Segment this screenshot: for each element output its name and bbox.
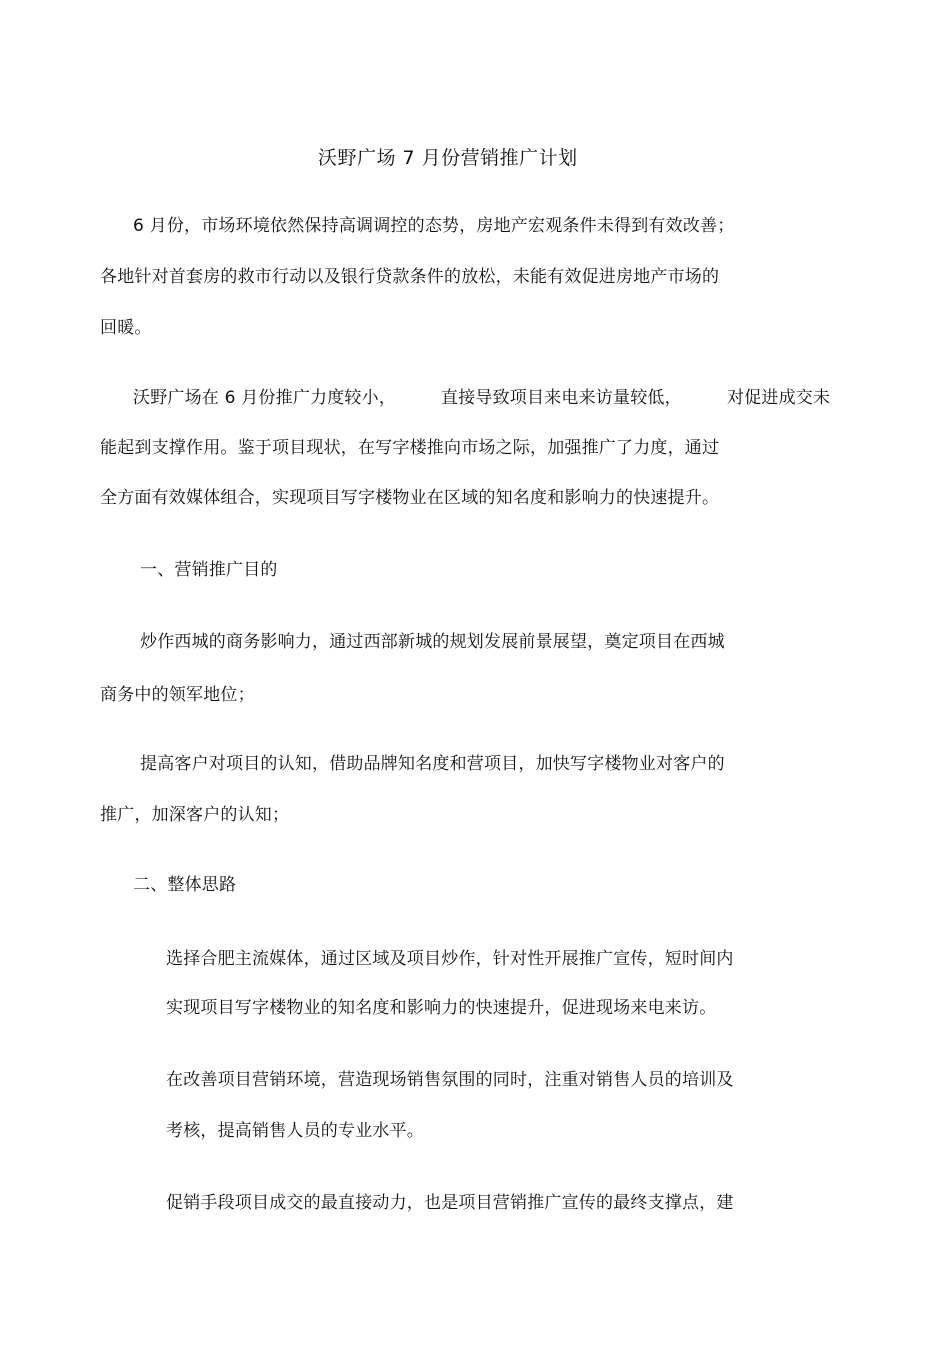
section-2-item-1-line-1: 选择合肥主流媒体，通过区域及项目炒作，针对性开展推广宣传，短时间内 [166, 949, 734, 969]
section-1-heading: 一、营销推广目的 [140, 560, 278, 580]
section-1-item-1-line-1: 炒作西城的商务影响力，通过西部新城的规划发展前景展望，奠定项目在西城 [140, 632, 725, 652]
section-2-item-2-line-2: 考核，提高销售人员的专业水平。 [166, 1121, 424, 1141]
paragraph-1-line-1: 6 月份，市场环境依然保持高调调控的态势，房地产宏观条件未得到有效改善； [133, 216, 735, 236]
paragraph-2-line-1c: 对促进成交未 [727, 388, 831, 408]
section-2-item-2-line-1: 在改善项目营销环境，营造现场销售氛围的同时，注重对销售人员的培训及 [166, 1070, 734, 1090]
section-2-item-1-line-2: 实现项目写字楼物业的知名度和影响力的快速提升，促进现场来电来访。 [166, 998, 717, 1018]
section-2-heading: 二、整体思路 [133, 875, 237, 895]
section-1-item-1-line-2: 商务中的领军地位； [100, 685, 255, 705]
section-1-item-2-line-1: 提高客户对项目的认知，借助品牌知名度和营项目，加快写字楼物业对客户的 [140, 754, 725, 774]
section-2-item-3-line-1: 促销手段项目成交的最直接动力，也是项目营销推广宣传的最终支撑点，建 [166, 1193, 734, 1213]
section-1-item-2-line-2: 推广，加深客户的认知； [100, 805, 290, 825]
document-title: 沃野广场 7 月份营销推广计划 [318, 147, 578, 169]
paragraph-1-line-3: 回暖。 [100, 318, 152, 338]
paragraph-2-line-3: 全方面有效媒体组合，实现项目写字楼物业在区域的知名度和影响力的快速提升。 [100, 488, 720, 508]
paragraph-1-line-2: 各地针对首套房的救市行动以及银行贷款条件的放松，未能有效促进房地产市场的 [100, 267, 720, 287]
paragraph-2-line-2: 能起到支撑作用。鉴于项目现状，在写字楼推向市场之际，加强推广了力度，通过 [100, 438, 720, 458]
paragraph-2-line-1a: 沃野广场在 6 月份推广力度较小， [133, 388, 397, 408]
paragraph-2-line-1b: 直接导致项目来电来访量较低， [441, 388, 682, 408]
